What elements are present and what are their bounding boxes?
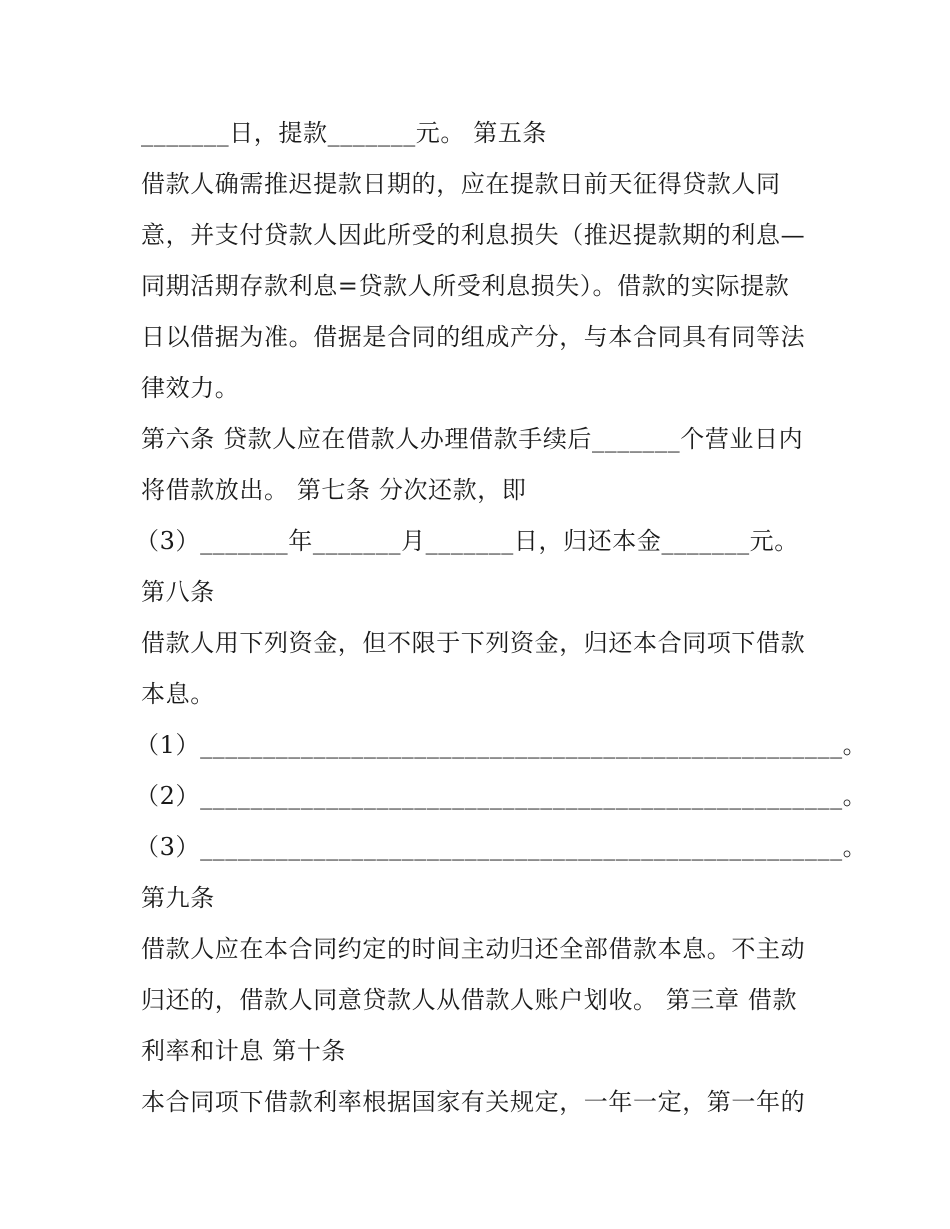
article-heading: 第九条 — [141, 884, 215, 912]
text-line: 同期活期存款利息=贷款人所受利息损失）。借款的实际提款 — [141, 272, 790, 300]
list-item: （2）___________________________________________________。 — [135, 782, 868, 810]
text-line: 律效力。 — [141, 374, 240, 402]
list-item: （1）___________________________________________________。 — [135, 731, 868, 759]
article-heading: 第八条 — [141, 578, 215, 606]
text-line: （3）_______年_______月_______日，归还本金_______元。 — [135, 527, 799, 555]
text-line: 归还的，借款人同意贷款人从借款人账户划收。 第三章 借款 — [141, 986, 798, 1014]
text-line: 利率和计息 第十条 — [141, 1037, 347, 1065]
list-item: （3）___________________________________________________。 — [135, 833, 868, 861]
text-line: 将借款放出。 第七条 分次还款，即 — [141, 476, 527, 504]
text-line: 意，并支付贷款人因此所受的利息损失（推迟提款期的利息— — [141, 221, 806, 249]
text-line: 借款人用下列资金，但不限于下列资金，归还本合同项下借款 — [141, 629, 806, 657]
text-line: 借款人确需推迟提款日期的，应在提款日前天征得贷款人同 — [141, 170, 781, 198]
text-line: 本息。 — [141, 680, 215, 708]
text-line: 本合同项下借款利率根据国家有关规定，一年一定，第一年的 — [141, 1088, 806, 1116]
document-body — [135, 108, 868, 1128]
text-line: 第六条 贷款人应在借款人办理借款手续后_______个营业日内 — [141, 425, 804, 453]
text-line: 借款人应在本合同约定的时间主动归还全部借款本息。不主动 — [141, 935, 806, 963]
text-line: 日以借据为准。借据是合同的组成产分，与本合同具有同等法 — [141, 323, 806, 351]
text-line: _______日，提款_______元。 第五条 — [141, 119, 548, 147]
